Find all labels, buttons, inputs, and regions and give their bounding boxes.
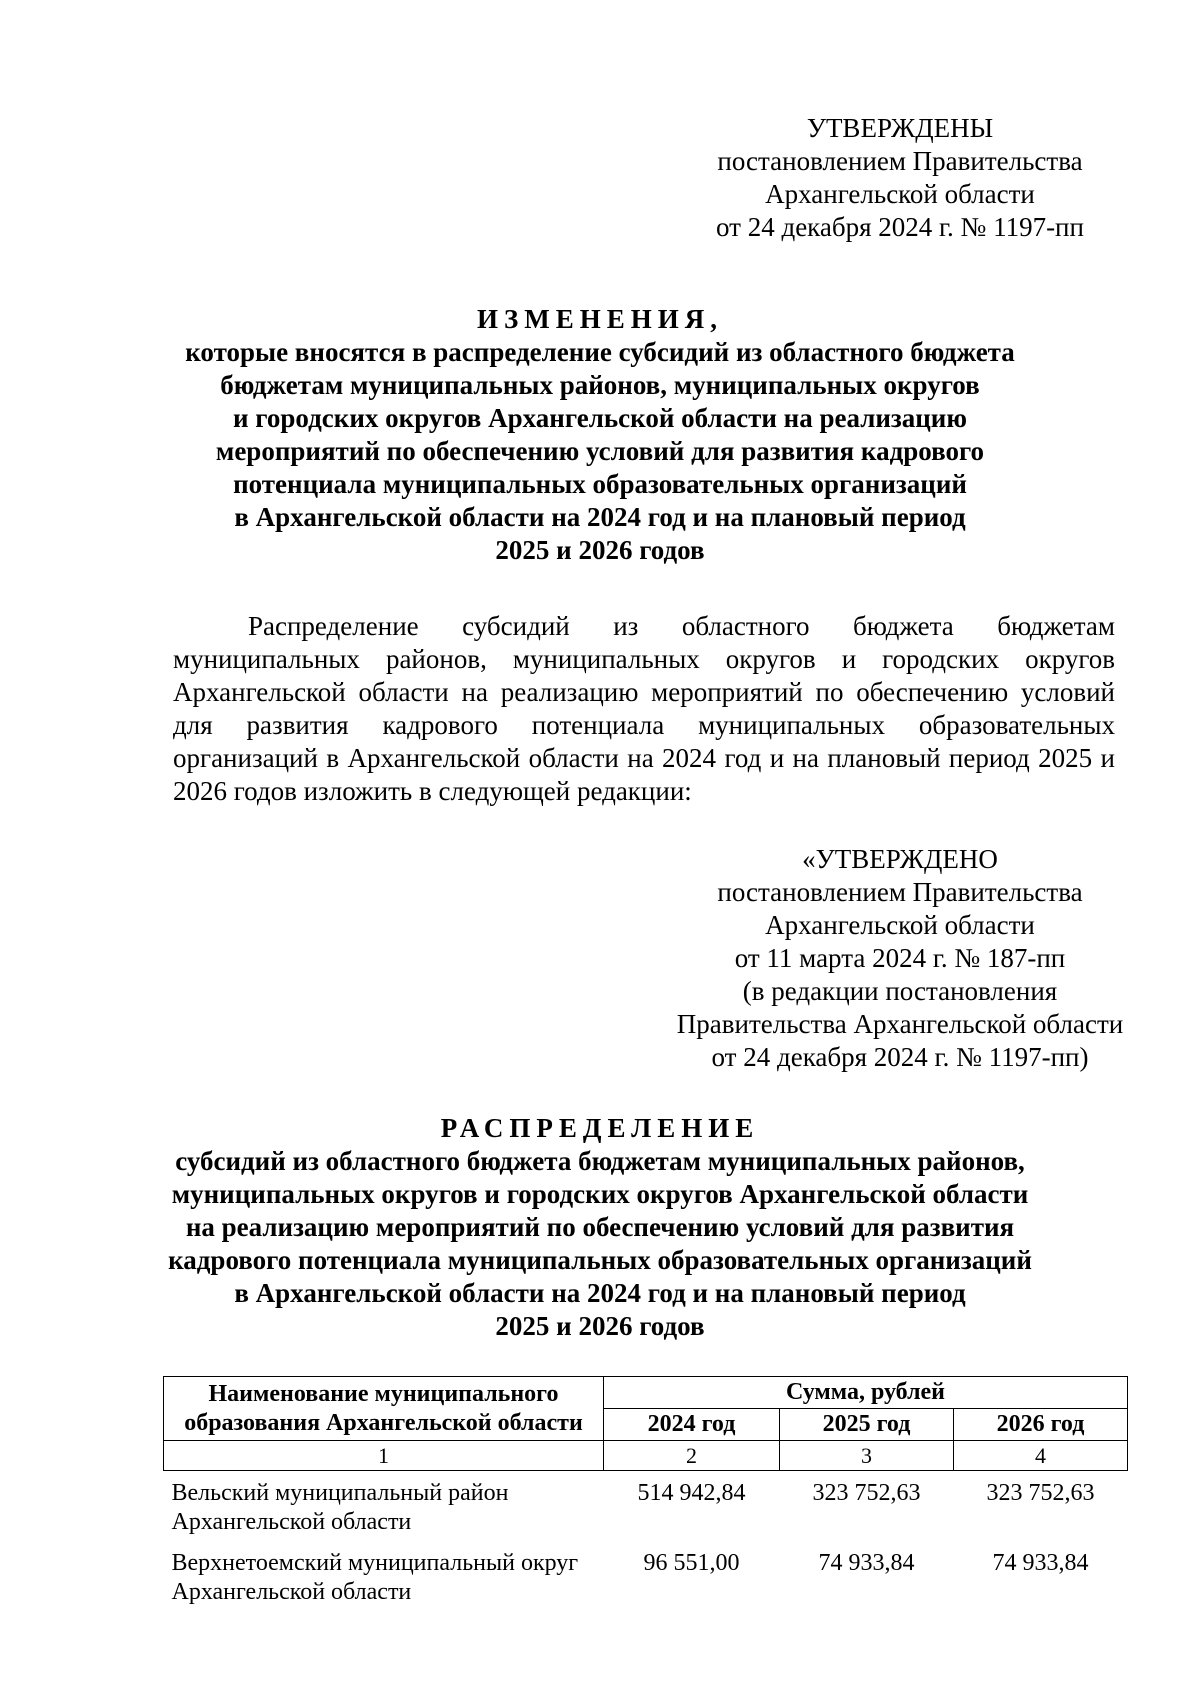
heading-line: кадрового потенциала муниципальных образовательных организаций bbox=[168, 1245, 1032, 1275]
header-year: 2024 год bbox=[604, 1409, 780, 1441]
approval-stamp bbox=[690, 112, 1110, 244]
municipality-name bbox=[164, 1471, 604, 1542]
amount-2026: 74 933,84 bbox=[992, 1550, 1089, 1576]
column-number: 4 bbox=[954, 1441, 1128, 1471]
heading-line: 2025 и 2026 годов bbox=[495, 1311, 705, 1341]
amount-2025: 323 752,63 bbox=[812, 1480, 921, 1506]
heading-line: бюджетам муниципальных районов, муниципальных округов bbox=[220, 370, 980, 400]
heading-line: муниципальных округов и городских округов Архангельской области bbox=[171, 1179, 1029, 1209]
body-paragraph: Распределение субсидий из областного бюджета бюджетам муниципальных районов, муниципальных округов и городских округов Архангельской области на реализацию мероприятий по обеспечению условий для развития кадрового потенциала муниципальных образовательных организаций в Архангельской области на 2024 год и на плановый период 2025 и 2026 годов изложить в следующей редакции: bbox=[173, 611, 1115, 806]
column-number: 2 bbox=[604, 1441, 780, 1471]
heading-line: потенциала муниципальных образовательных организаций bbox=[233, 469, 967, 499]
municipality-name-line: Верхнетоемский муниципальный округ bbox=[171, 1550, 579, 1576]
heading-line: которые вносятся в распределение субсидий из областного бюджета bbox=[185, 337, 1015, 367]
amount-2024: 514 942,84 bbox=[637, 1480, 746, 1506]
distribution-title: РАСПРЕДЕЛЕНИЕ bbox=[440, 1113, 760, 1143]
amount-2024: 96 551,00 bbox=[643, 1550, 740, 1576]
table-row bbox=[164, 1471, 1128, 1542]
header-name-line: образования Архангельской области bbox=[184, 1409, 583, 1436]
heading-line: мероприятий по обеспечению условий для развития кадрового bbox=[215, 436, 985, 466]
approval-date: от 24 декабря 2024 г. № 1197-пп bbox=[716, 212, 1084, 242]
amount-2026: 323 752,63 bbox=[986, 1480, 1095, 1506]
approval-line: Правительства Архангельской области bbox=[676, 1009, 1124, 1039]
approval-line: Архангельской области bbox=[765, 910, 1035, 940]
municipality-name-line: Вельский муниципальный район bbox=[171, 1480, 509, 1506]
distribution-heading bbox=[150, 1112, 1050, 1343]
heading-line: в Архангельской области на 2024 год и на плановый период bbox=[234, 502, 966, 532]
approval-line: от 24 декабря 2024 г. № 1197-пп) bbox=[711, 1042, 1089, 1072]
approval-line: Архангельской области bbox=[765, 179, 1035, 209]
municipality-name-line: Архангельской области bbox=[171, 1509, 412, 1535]
municipality-name-line: Архангельской области bbox=[171, 1579, 412, 1605]
approval-line: (в редакции постановления bbox=[742, 976, 1058, 1006]
changes-heading bbox=[150, 303, 1050, 567]
header-year: 2026 год bbox=[954, 1409, 1128, 1441]
changes-title: ИЗМЕНЕНИЯ, bbox=[476, 304, 723, 334]
distribution-table bbox=[163, 1376, 1128, 1611]
column-number: 1 bbox=[164, 1441, 604, 1471]
header-sum: Сумма, рублей bbox=[604, 1377, 1128, 1409]
table-row bbox=[164, 1541, 1128, 1611]
quoted-approval-stamp bbox=[630, 843, 1170, 1074]
approval-line: постановлением Правительства bbox=[717, 146, 1083, 176]
header-name-line: Наименование муниципального bbox=[208, 1380, 559, 1407]
heading-line: на реализацию мероприятий по обеспечению условий для развития bbox=[185, 1212, 1015, 1242]
heading-line: 2025 и 2026 годов bbox=[495, 535, 705, 565]
approval-line: «УТВЕРЖДЕНО bbox=[802, 844, 998, 874]
heading-line: и городских округов Архангельской области на реализацию bbox=[233, 403, 967, 433]
approval-line: от 11 марта 2024 г. № 187-пп bbox=[734, 943, 1066, 973]
header-municipality bbox=[164, 1377, 604, 1441]
approval-line: постановлением Правительства bbox=[717, 877, 1083, 907]
heading-line: субсидий из областного бюджета бюджетам муниципальных районов, bbox=[175, 1146, 1025, 1176]
municipality-name bbox=[164, 1541, 604, 1611]
heading-line: в Архангельской области на 2024 год и на плановый период bbox=[234, 1278, 966, 1308]
approval-title: УТВЕРЖДЕНЫ bbox=[806, 113, 994, 143]
amount-2025: 74 933,84 bbox=[818, 1550, 915, 1576]
header-year: 2025 год bbox=[780, 1409, 954, 1441]
column-number: 3 bbox=[780, 1441, 954, 1471]
